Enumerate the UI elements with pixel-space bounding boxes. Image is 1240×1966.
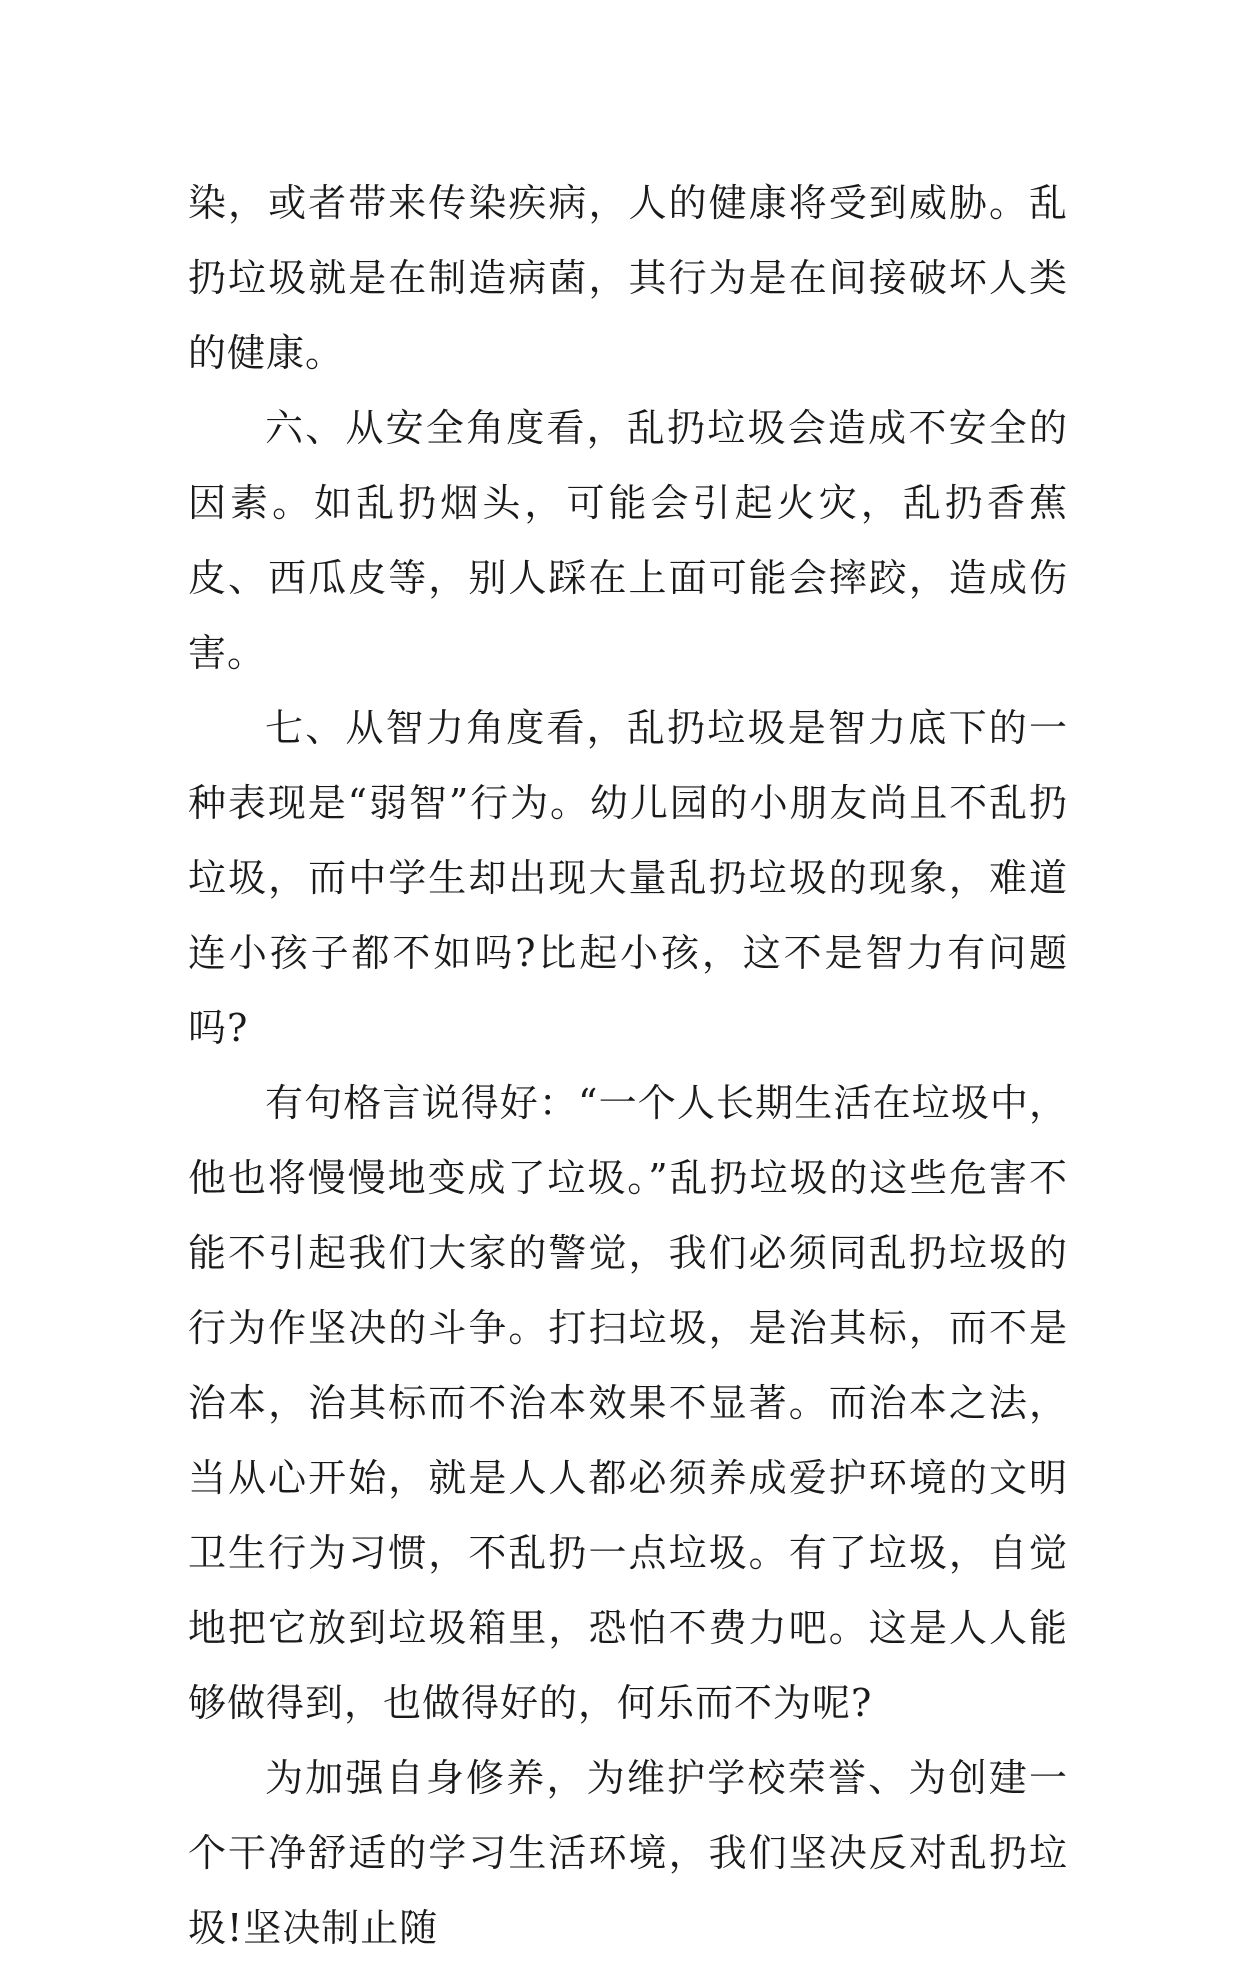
paragraph-safety: 六、从安全角度看，乱扔垃圾会造成不安全的因素。如乱扔烟头，可能会引起火灾，乱扔香蕉皮、西瓜皮等，别人踩在上面可能会摔跤，造成伤害。 — [188, 406, 1068, 675]
paragraph-continuation: 染，或者带来传染疾病，人的健康将受到威胁。乱扔垃圾就是在制造病菌，其行为是在间接破坏人类的健康。 — [188, 181, 1068, 375]
paragraph-intelligence: 七、从智力角度看，乱扔垃圾是智力底下的一种表现是“弱智”行为。幼儿园的小朋友尚且不乱扔垃圾，而中学生却出现大量乱扔垃圾的现象，难道连小孩子都不如吗?比起小孩，这不是智力有问题吗? — [188, 706, 1068, 1050]
paragraph-resolution: 为加强自身修养，为维护学校荣誉、为创建一个干净舒适的学习生活环境，我们坚决反对乱扔垃圾!坚决制止随 — [188, 1756, 1068, 1950]
document-body — [188, 166, 1068, 1966]
paragraph-proverb: 有句格言说得好：“一个人长期生活在垃圾中，他也将慢慢地变成了垃圾。”乱扔垃圾的这些危害不能不引起我们大家的警觉，我们必须同乱扔垃圾的行为作坚决的斗争。打扫垃圾，是治其标，而不是治本，治其标而不治本效果不显著。而治本之法，当从心开始，就是人人都必须养成爱护环境的文明卫生行为习惯，不乱扔一点垃圾。有了垃圾，自觉地把它放到垃圾箱里，恐怕不费力吧。这是人人能够做得到，也做得好的，何乐而不为呢? — [188, 1081, 1068, 1725]
